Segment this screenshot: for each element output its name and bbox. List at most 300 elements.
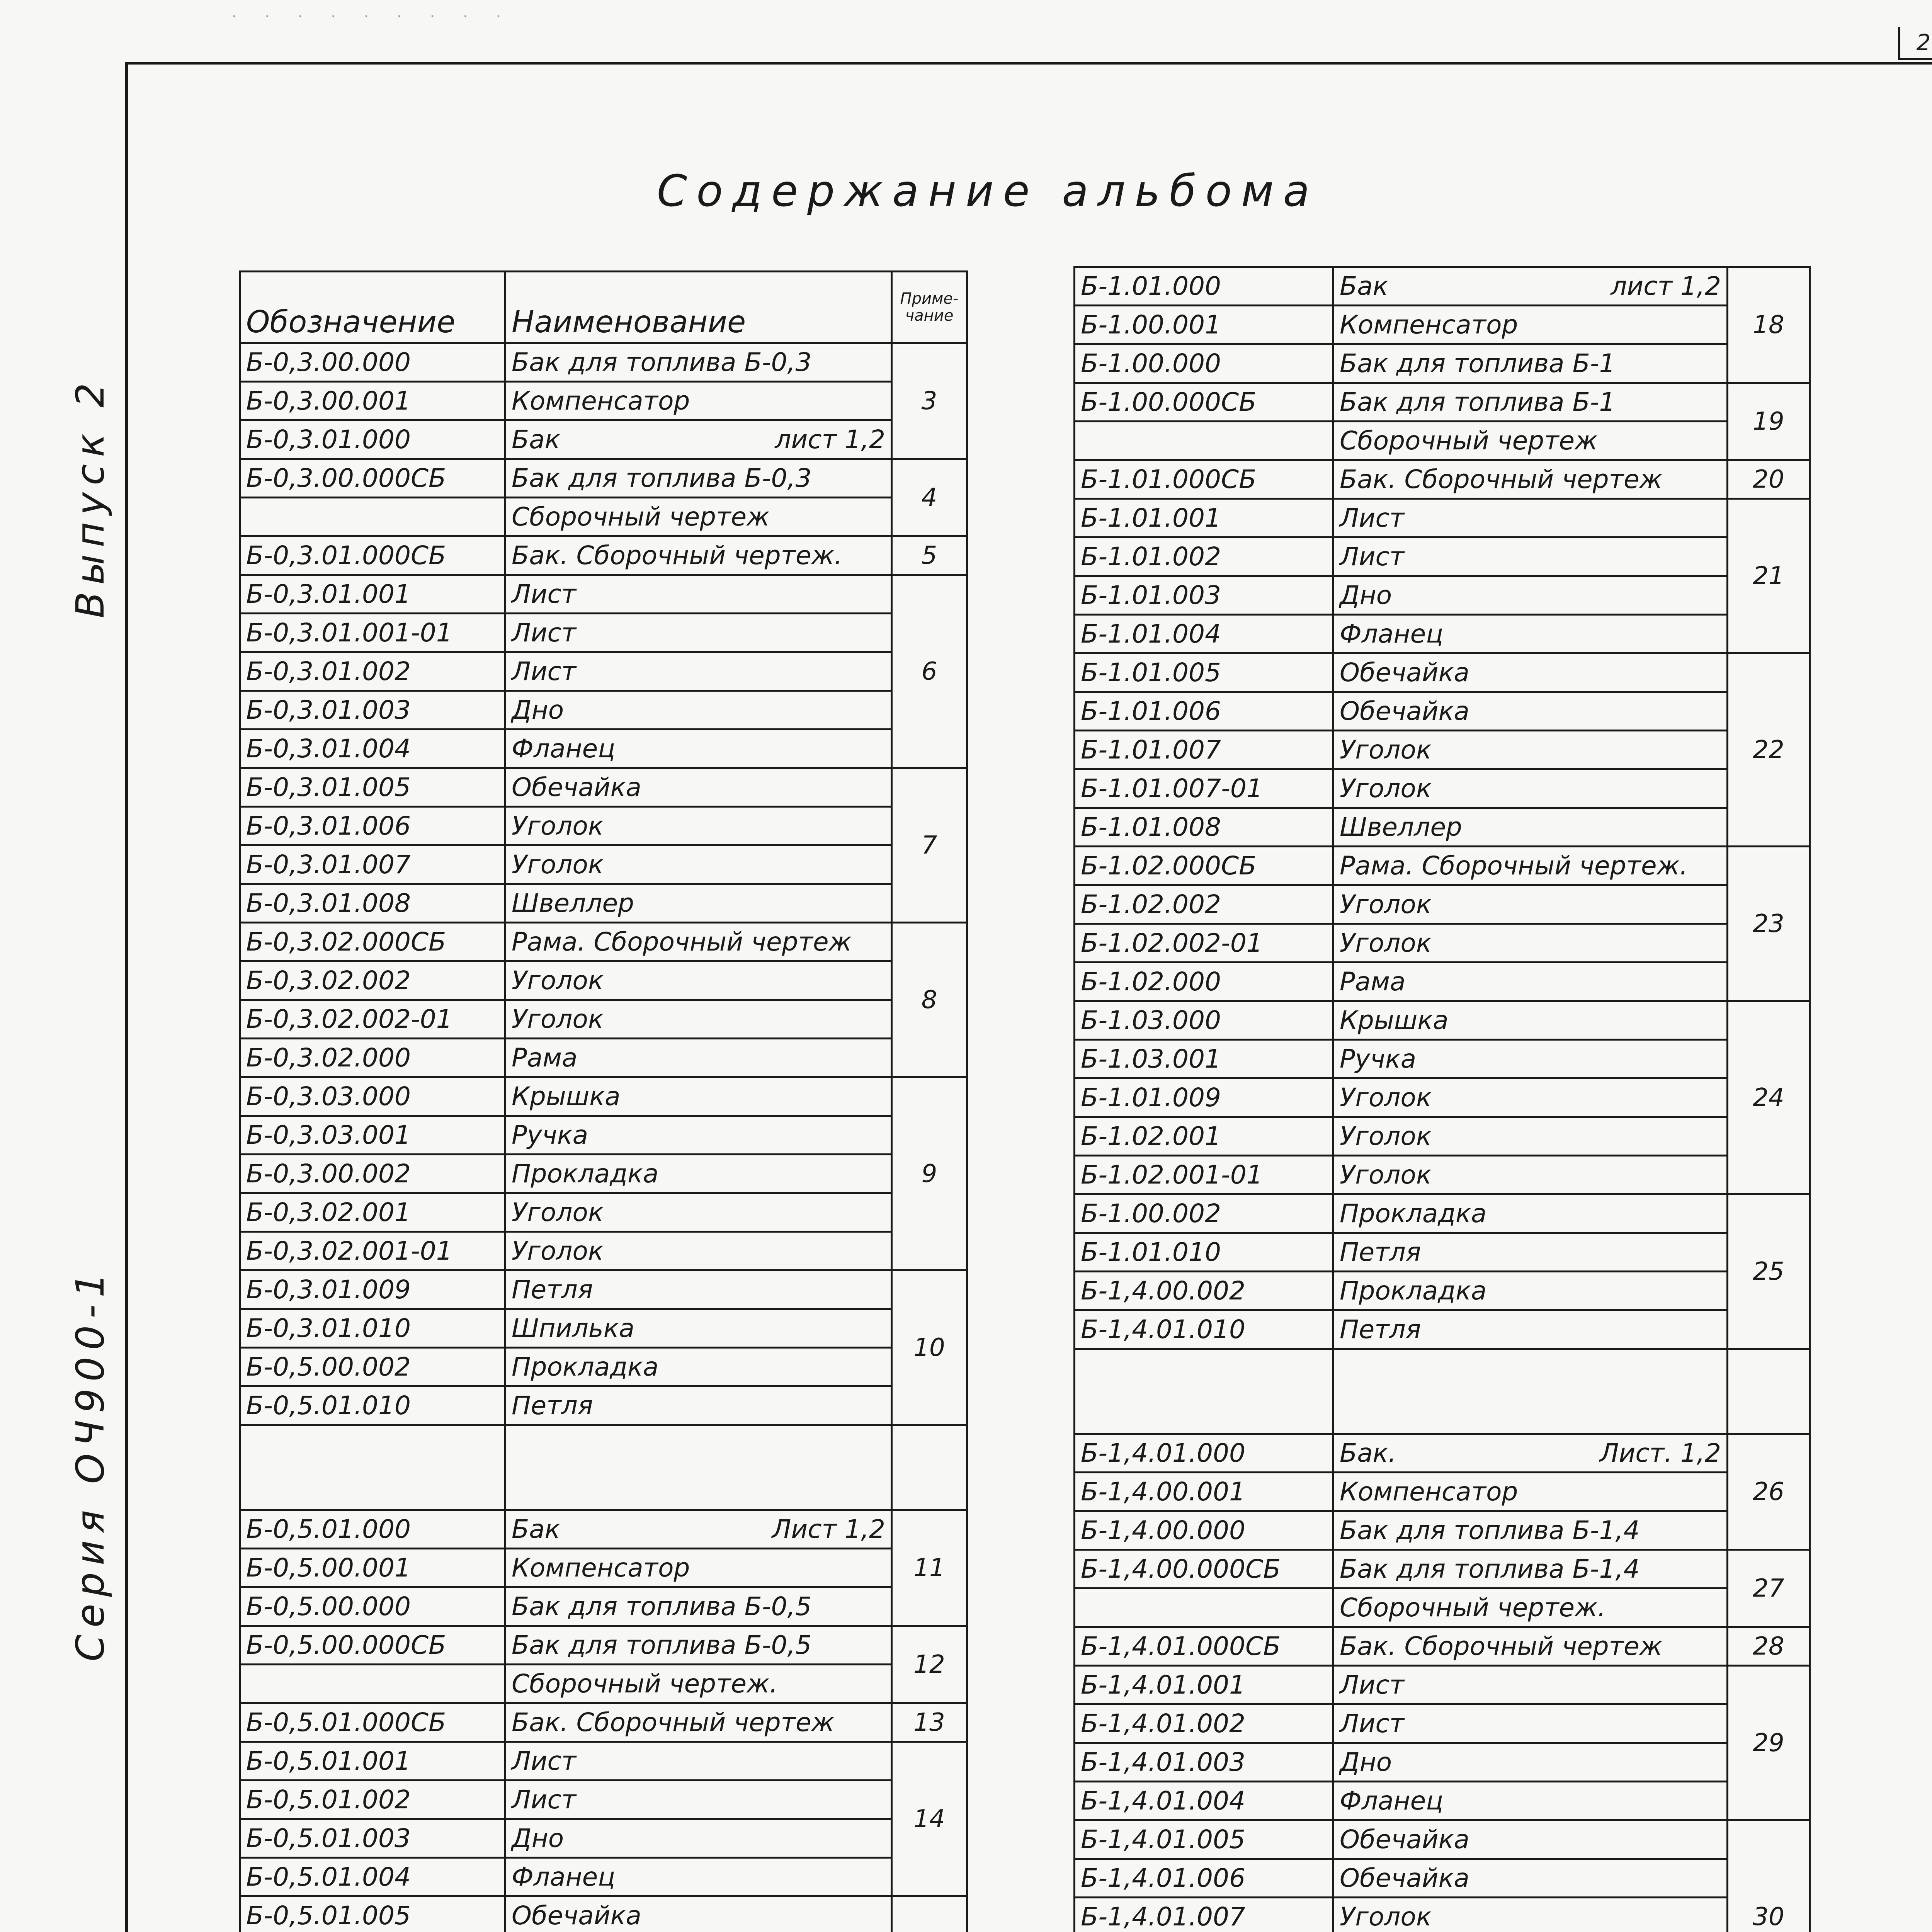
name-cell	[505, 1819, 892, 1858]
table-row	[240, 923, 967, 961]
item-name: Лист	[1340, 1670, 1405, 1700]
table-row	[240, 575, 967, 614]
designation-cell: Б-1.01.008	[1075, 808, 1333, 847]
page-note-cell: 28	[1728, 1627, 1810, 1666]
sheet-note: лист 1,2	[1611, 271, 1721, 301]
table-row	[240, 1077, 967, 1116]
designation-cell: Б-1,4.01.005	[1075, 1820, 1333, 1859]
name-cell	[505, 1742, 892, 1781]
designation-cell: Б-1.01.007-01	[1075, 769, 1333, 808]
designation-cell: Б-1.01.001	[1075, 499, 1333, 537]
table-row	[1075, 1743, 1810, 1782]
page-note-cell: 19	[1728, 383, 1810, 460]
item-name: Уголок	[1340, 1160, 1432, 1190]
page-note-cell: 9	[892, 1077, 967, 1270]
name-cell	[1333, 653, 1728, 692]
item-name: Рама	[1340, 966, 1406, 997]
name-cell	[1333, 1743, 1728, 1782]
page-note-cell: 20	[1728, 460, 1810, 499]
item-name: Ручка	[1340, 1044, 1417, 1074]
page-note-cell: 6	[892, 575, 967, 768]
designation-cell: Б-0,3.00.000СБ	[240, 459, 505, 498]
page-note-cell: 13	[892, 1703, 967, 1742]
item-name: Лист	[1340, 1708, 1405, 1738]
designation-cell: Б-1.01.003	[1075, 576, 1333, 615]
designation-cell: Б-1.02.002	[1075, 885, 1333, 924]
item-name: Уголок	[512, 965, 604, 995]
item-name: Уголок	[512, 811, 604, 841]
name-cell	[505, 536, 892, 575]
table-row	[1075, 1310, 1810, 1349]
designation-cell: Б-0,5.01.005	[240, 1896, 505, 1932]
table-row	[1075, 847, 1810, 885]
name-cell	[1333, 1898, 1728, 1932]
designation-cell: Б-1.01.006	[1075, 692, 1333, 731]
page-note-cell: 10	[892, 1270, 967, 1425]
designation-cell: Б-0,5.00.002	[240, 1348, 505, 1386]
name-cell	[505, 1232, 892, 1270]
header-note: Примечание	[892, 272, 967, 343]
table-row	[240, 652, 967, 691]
item-name: Прокладка	[1340, 1276, 1487, 1306]
designation-cell: Б-1,4.00.001	[1075, 1473, 1333, 1511]
item-name: Швеллер	[512, 888, 634, 918]
table-row	[240, 1232, 967, 1270]
item-name: Шпилька	[512, 1313, 635, 1343]
item-name: Петля	[512, 1274, 593, 1304]
item-name: Уголок	[512, 1236, 604, 1266]
item-name: Лист	[512, 1784, 577, 1815]
table-row	[1075, 383, 1810, 422]
designation-cell: Б-0,3.03.001	[240, 1116, 505, 1155]
item-name: Сборочный чертеж.	[1340, 1592, 1606, 1622]
table-row	[240, 1425, 967, 1510]
name-cell	[505, 1510, 892, 1549]
series-label: Серия ОЧ900-1	[68, 1266, 113, 1662]
designation-cell: Б-1,4.01.004	[1075, 1782, 1333, 1820]
table-row	[1075, 1550, 1810, 1588]
page-note-cell: 5	[892, 536, 967, 575]
designation-cell: Б-0,3.01.005	[240, 768, 505, 807]
designation-cell	[1075, 1588, 1333, 1627]
table-row	[240, 1819, 967, 1858]
table-header	[240, 272, 967, 343]
item-name: Прокладка	[512, 1158, 659, 1189]
designation-cell: Б-0,3.01.000СБ	[240, 536, 505, 575]
designation-cell: Б-0,3.02.000	[240, 1039, 505, 1077]
designation-cell: Б-0,3.01.007	[240, 845, 505, 884]
name-cell	[1333, 344, 1728, 383]
item-name: Компенсатор	[1340, 310, 1518, 340]
item-name: Лист	[512, 656, 577, 686]
item-name: Петля	[1340, 1237, 1421, 1267]
table-row	[1075, 692, 1810, 731]
item-name: Лист	[512, 617, 577, 648]
item-name: Бак. Сборочный чертеж	[1340, 464, 1663, 494]
contents-table-left	[239, 270, 968, 1932]
item-name: Бак для топлива Б-0,3	[512, 347, 812, 377]
designation-cell: Б-1.02.001-01	[1075, 1156, 1333, 1194]
table-row	[240, 1270, 967, 1309]
table-row	[240, 691, 967, 730]
name-cell	[1333, 769, 1728, 808]
table-row	[240, 1858, 967, 1896]
sheet-note: Лист. 1,2	[1599, 1438, 1721, 1468]
name-cell	[1333, 1117, 1728, 1156]
table-row	[1075, 344, 1810, 383]
name-cell	[505, 1116, 892, 1155]
item-name: Уголок	[1340, 1901, 1432, 1932]
designation-cell: Б-0,3.01.004	[240, 730, 505, 768]
designation-cell: Б-1.00.000СБ	[1075, 383, 1333, 422]
table-row	[1075, 885, 1810, 924]
name-cell	[1333, 963, 1728, 1001]
designation-cell: Б-0,5.01.000СБ	[240, 1703, 505, 1742]
designation-cell	[240, 1665, 505, 1703]
item-name: Уголок	[1340, 1082, 1432, 1112]
table-row	[1075, 1233, 1810, 1272]
designation-cell: Б-1,4.00.000	[1075, 1511, 1333, 1550]
item-name: Рама. Сборочный чертеж.	[1340, 850, 1688, 881]
page-note-cell: 21	[1728, 499, 1810, 653]
name-cell	[505, 1155, 892, 1193]
item-name: Швеллер	[1340, 812, 1462, 842]
table-row	[240, 536, 967, 575]
top-scan-marks: · · · · · · · · ·	[232, 8, 513, 26]
name-cell	[505, 1665, 892, 1703]
table-row	[1075, 1782, 1810, 1820]
name-cell	[505, 420, 892, 459]
designation-cell: Б-1,4.01.001	[1075, 1666, 1333, 1704]
item-name: Сборочный чертеж.	[512, 1668, 778, 1699]
table-row	[240, 807, 967, 845]
table-row	[1075, 576, 1810, 615]
name-cell	[1333, 1782, 1728, 1820]
table-row	[1075, 1859, 1810, 1898]
name-cell	[1333, 1820, 1728, 1859]
item-name: Бак	[512, 1514, 560, 1544]
designation-cell: Б-0,3.00.002	[240, 1155, 505, 1193]
page-title: Содержание альбома	[657, 166, 1319, 216]
name-cell	[1333, 1550, 1728, 1588]
table-row	[240, 1742, 967, 1781]
name-cell	[505, 1193, 892, 1232]
item-name: Лист	[512, 579, 577, 609]
table-row	[240, 1309, 967, 1348]
table-row	[240, 382, 967, 420]
table-row	[1075, 653, 1810, 692]
designation-cell: Б-1.02.002-01	[1075, 924, 1333, 963]
table-row	[1075, 731, 1810, 769]
table-row	[240, 1348, 967, 1386]
name-cell	[505, 1549, 892, 1587]
name-cell	[505, 343, 892, 382]
item-name: Уголок	[1340, 889, 1432, 919]
contents-table-right	[1073, 266, 1811, 1932]
name-cell	[1333, 1511, 1728, 1550]
designation-cell: Б-1.01.002	[1075, 537, 1333, 576]
table-row	[1075, 1511, 1810, 1550]
page-note-cell: 30	[1728, 1820, 1810, 1932]
designation-cell: Б-1.03.001	[1075, 1040, 1333, 1078]
page-note-cell: 18	[1728, 267, 1810, 383]
item-name: Обечайка	[1340, 657, 1469, 687]
item-name: Дно	[1340, 1747, 1392, 1777]
item-name: Лист	[512, 1746, 577, 1776]
designation-cell: Б-0,3.02.000СБ	[240, 923, 505, 961]
item-name: Уголок	[1340, 1121, 1432, 1151]
item-name: Обечайка	[512, 772, 641, 802]
table-row	[240, 730, 967, 768]
table-row	[240, 1155, 967, 1193]
designation-cell: Б-1,4.01.002	[1075, 1704, 1333, 1743]
item-name: Сборочный чертеж	[1340, 425, 1598, 456]
name-cell	[505, 614, 892, 652]
name-cell	[505, 1781, 892, 1819]
designation-cell: Б-0,3.01.001	[240, 575, 505, 614]
table-row	[240, 1386, 967, 1425]
designation-cell: Б-0,5.01.010	[240, 1386, 505, 1425]
item-name: Лист	[1340, 541, 1405, 571]
name-cell	[1333, 383, 1728, 422]
table-row	[240, 1039, 967, 1077]
table-row	[1075, 963, 1810, 1001]
item-name: Прокладка	[512, 1352, 659, 1382]
item-name: Лист	[1340, 503, 1405, 533]
item-name: Прокладка	[1340, 1198, 1487, 1228]
item-name: Компенсатор	[1340, 1476, 1518, 1507]
table-row	[240, 420, 967, 459]
item-name: Бак	[1340, 271, 1388, 301]
designation-cell: Б-1,4.01.007	[1075, 1898, 1333, 1932]
table-row	[1075, 306, 1810, 344]
designation-cell: Б-1.02.000СБ	[1075, 847, 1333, 885]
name-cell	[505, 1000, 892, 1039]
designation-cell: Б-1.03.000	[1075, 1001, 1333, 1040]
name-cell	[1333, 1001, 1728, 1040]
table-row	[240, 768, 967, 807]
name-cell	[505, 1077, 892, 1116]
page-note-cell: 3	[892, 343, 967, 459]
designation-cell: Б-1.00.001	[1075, 306, 1333, 344]
name-cell	[1333, 267, 1728, 306]
item-name: Дно	[512, 695, 564, 725]
name-cell	[505, 1425, 892, 1510]
designation-cell: Б-0,3.01.010	[240, 1309, 505, 1348]
table-row	[240, 1510, 967, 1549]
page-note-cell	[1728, 1349, 1810, 1434]
designation-cell: Б-1.01.009	[1075, 1078, 1333, 1117]
designation-cell: Б-1,4.00.002	[1075, 1272, 1333, 1310]
item-name: Бак. Сборочный чертеж	[1340, 1631, 1663, 1661]
item-name: Уголок	[1340, 773, 1432, 803]
item-name: Фланец	[512, 1862, 616, 1892]
designation-cell: Б-0,3.00.001	[240, 382, 505, 420]
page-note-cell: 8	[892, 923, 967, 1077]
name-cell	[505, 1348, 892, 1386]
name-cell	[505, 1386, 892, 1425]
name-cell	[505, 691, 892, 730]
designation-cell: Б-0,3.02.002-01	[240, 1000, 505, 1039]
designation-cell: Б-1.02.000	[1075, 963, 1333, 1001]
item-name: Крышка	[512, 1081, 621, 1111]
name-cell	[1333, 537, 1728, 576]
name-cell	[1333, 1434, 1728, 1473]
table-row	[240, 1549, 967, 1587]
table-row	[240, 498, 967, 536]
sheet-note: Лист 1,2	[772, 1514, 885, 1544]
item-name: Фланец	[1340, 619, 1444, 649]
page-note-cell: 26	[1728, 1434, 1810, 1550]
name-cell	[1333, 1704, 1728, 1743]
designation-cell: Б-1.01.010	[1075, 1233, 1333, 1272]
name-cell	[1333, 615, 1728, 653]
item-name: Бак для топлива Б-1,4	[1340, 1554, 1640, 1584]
name-cell	[505, 923, 892, 961]
table-row	[240, 1703, 967, 1742]
header-name: Наименование	[505, 272, 892, 343]
designation-cell: Б-1,4.01.010	[1075, 1310, 1333, 1349]
designation-cell: Б-0,3.01.008	[240, 884, 505, 923]
name-cell	[1333, 1349, 1728, 1434]
name-cell	[1333, 499, 1728, 537]
item-name: Бак. Сборочный чертеж.	[512, 540, 843, 570]
table-row	[1075, 1473, 1810, 1511]
table-row	[240, 961, 967, 1000]
table-row	[1075, 1117, 1810, 1156]
name-cell	[1333, 576, 1728, 615]
name-cell	[505, 382, 892, 420]
page-note-cell: 22	[1728, 653, 1810, 847]
name-cell	[1333, 692, 1728, 731]
table-row	[1075, 1627, 1810, 1666]
item-name: Обечайка	[1340, 1863, 1469, 1893]
item-name: Бак для топлива Б-1	[1340, 348, 1616, 378]
table-row	[240, 884, 967, 923]
item-name: Уголок	[512, 1004, 604, 1034]
name-cell	[505, 1896, 892, 1932]
designation-cell: Б-0,3.01.000	[240, 420, 505, 459]
page-note-cell	[892, 1425, 967, 1510]
item-name: Бак для топлива Б-1,4	[1340, 1515, 1640, 1545]
item-name: Бак.	[1340, 1438, 1396, 1468]
item-name: Компенсатор	[512, 386, 690, 416]
designation-cell: Б-0,5.01.000	[240, 1510, 505, 1549]
page-note-cell: 11	[892, 1510, 967, 1626]
name-cell	[505, 1039, 892, 1077]
name-cell	[1333, 422, 1728, 460]
item-name: Дно	[1340, 580, 1392, 610]
designation-cell: Б-0,3.01.002	[240, 652, 505, 691]
issue-label: Выпуск 2	[68, 376, 113, 618]
sheet-note: лист 1,2	[775, 424, 885, 454]
item-name: Рама. Сборочный чертеж	[512, 927, 852, 957]
name-cell	[505, 1270, 892, 1309]
page-note-cell: 25	[1728, 1194, 1810, 1349]
page-note-cell: 7	[892, 768, 967, 923]
table-row	[240, 614, 967, 652]
item-name: Уголок	[512, 849, 604, 879]
item-name: Сборочный чертеж	[512, 502, 770, 532]
table-row	[240, 1116, 967, 1155]
name-cell	[1333, 1666, 1728, 1704]
designation-cell: Б-0,3.02.002	[240, 961, 505, 1000]
table-row	[1075, 1194, 1810, 1233]
table-row	[1075, 267, 1810, 306]
table-row	[240, 845, 967, 884]
item-name: Бак. Сборочный чертеж	[512, 1707, 835, 1737]
item-name: Фланец	[512, 733, 616, 764]
table-row	[1075, 1040, 1810, 1078]
name-cell	[505, 1703, 892, 1742]
designation-cell: Б-1,4.01.003	[1075, 1743, 1333, 1782]
designation-cell	[1075, 422, 1333, 460]
name-cell	[505, 845, 892, 884]
designation-cell: Б-1.01.000СБ	[1075, 460, 1333, 499]
table-row	[1075, 615, 1810, 653]
table-row	[1075, 769, 1810, 808]
designation-cell: Б-1.00.002	[1075, 1194, 1333, 1233]
table-row	[240, 1587, 967, 1626]
designation-cell: Б-0,5.01.003	[240, 1819, 505, 1858]
name-cell	[505, 884, 892, 923]
designation-cell	[1075, 1349, 1333, 1434]
table-row	[1075, 1349, 1810, 1434]
table-row	[1075, 460, 1810, 499]
item-name: Фланец	[1340, 1786, 1444, 1816]
name-cell	[1333, 1156, 1728, 1194]
page-note-cell: 23	[1728, 847, 1810, 1001]
designation-cell	[240, 498, 505, 536]
name-cell	[1333, 1040, 1728, 1078]
designation-cell: Б-0,5.01.002	[240, 1781, 505, 1819]
name-cell	[505, 1587, 892, 1626]
name-cell	[505, 1858, 892, 1896]
table-row	[1075, 537, 1810, 576]
designation-cell: Б-1.01.005	[1075, 653, 1333, 692]
name-cell	[505, 1626, 892, 1665]
table-row	[240, 1193, 967, 1232]
item-name: Бак для топлива Б-1	[1340, 387, 1616, 417]
item-name: Обечайка	[1340, 696, 1469, 726]
designation-cell: Б-0,3.03.000	[240, 1077, 505, 1116]
page-note-cell: 27	[1728, 1550, 1810, 1627]
designation-cell: Б-1,4.01.000	[1075, 1434, 1333, 1473]
designation-cell: Б-0,3.01.006	[240, 807, 505, 845]
sheet-number: 2	[1898, 27, 1932, 60]
table-row	[1075, 1001, 1810, 1040]
designation-cell: Б-1.01.000	[1075, 267, 1333, 306]
designation-cell: Б-0,5.01.001	[240, 1742, 505, 1781]
table-row	[1075, 808, 1810, 847]
designation-cell: Б-1.02.001	[1075, 1117, 1333, 1156]
table-row	[1075, 1704, 1810, 1743]
name-cell	[1333, 1272, 1728, 1310]
designation-cell: Б-0,3.01.001-01	[240, 614, 505, 652]
name-cell	[1333, 847, 1728, 885]
name-cell	[1333, 1310, 1728, 1349]
designation-cell: Б-1.00.000	[1075, 344, 1333, 383]
name-cell	[1333, 1588, 1728, 1627]
item-name: Крышка	[1340, 1005, 1449, 1035]
designation-cell: Б-1.01.004	[1075, 615, 1333, 653]
name-cell	[1333, 1627, 1728, 1666]
name-cell	[1333, 1473, 1728, 1511]
item-name: Петля	[512, 1390, 593, 1420]
designation-cell: Б-1,4.01.006	[1075, 1859, 1333, 1898]
name-cell	[1333, 460, 1728, 499]
table-row	[240, 343, 967, 382]
